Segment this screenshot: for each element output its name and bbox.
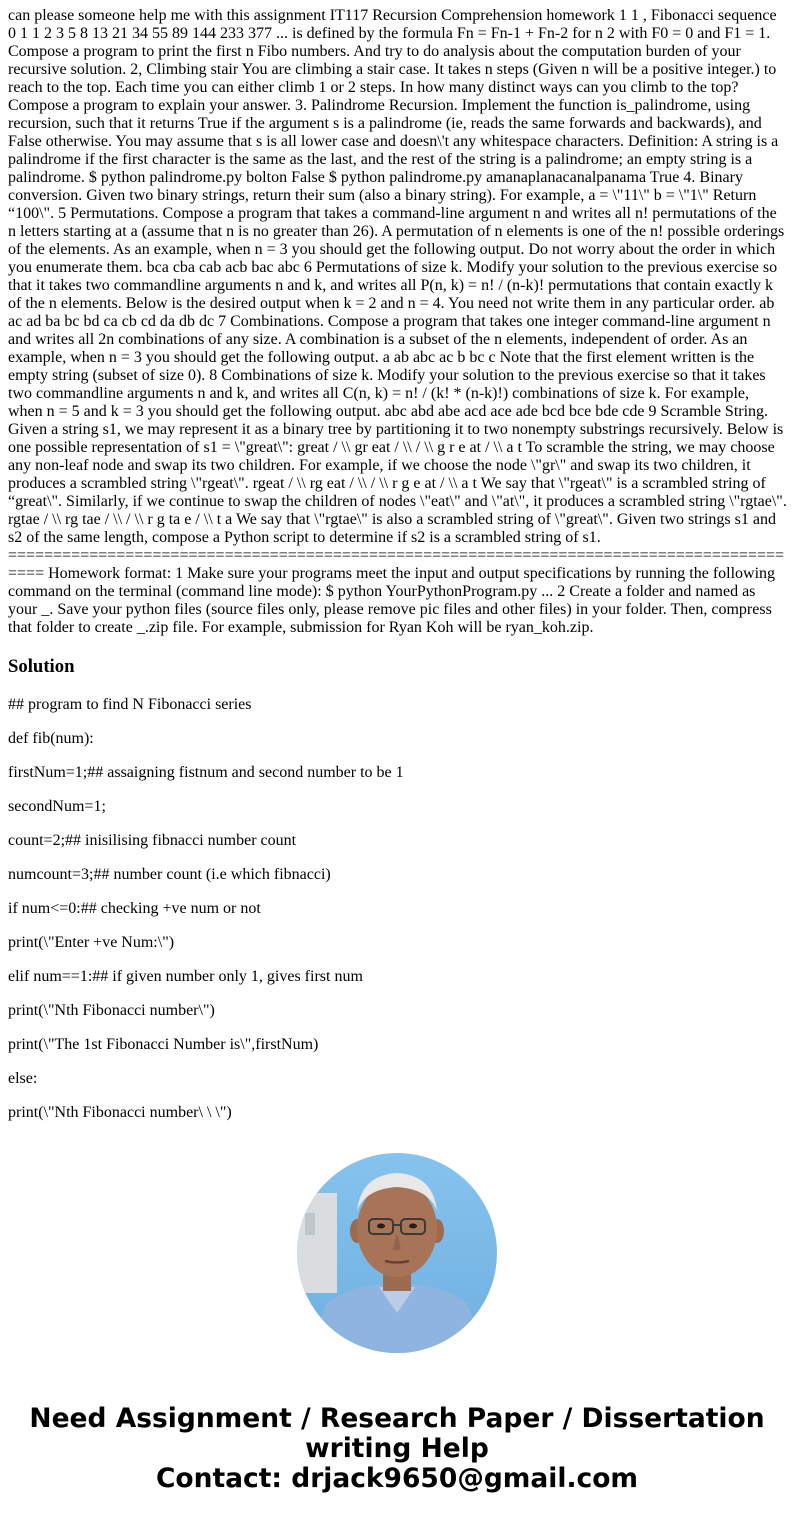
code-line: print(\"Nth Fibonacci number\") <box>8 1002 215 1019</box>
code-line: print(\"The 1st Fibonacci Number is\",firstNum) <box>8 1036 319 1053</box>
code-line: else: <box>8 1070 38 1087</box>
solution-heading: Solution <box>8 656 75 677</box>
code-line: print(\"Nth Fibonacci number\ \ \") <box>8 1104 232 1121</box>
code-line: elif num==1:## if given number only 1, gives first num <box>8 968 363 985</box>
cta-line: writing Help <box>305 1433 489 1464</box>
code-line: print(\"Enter +ve Num:\") <box>8 934 175 951</box>
contact-email[interactable]: Contact: drjack9650@gmail.com <box>155 1463 639 1494</box>
cta-line: Need Assignment / Research Paper / Dissertation <box>29 1403 765 1434</box>
code-line: def fib(num): <box>8 730 94 747</box>
code-line: secondNum=1; <box>8 798 106 815</box>
code-line: if num<=0:## checking +ve num or not <box>8 900 261 917</box>
code-line: firstNum=1;## assaigning fistnum and second number to be 1 <box>8 764 404 781</box>
code-line: numcount=3;## number count (i.e which fibnacci) <box>8 866 331 883</box>
question-text: can please someone help me with this assignment IT117 Recursion Comprehension homework 1 1 , Fibonacci sequence 0 1 1 2 3 5 8 13 21 34 55 89 144 233 377 ... is defined by the formula Fn = Fn-1 + Fn-2 for n 2 with F0 = 0 and F1 = 1. Compose a program to print the first n Fibo numbers. And try to do analysis about the computation burden of your recursive solution. 2, Climbing stair You are climbing a stair case. It takes n steps (Given n will be a positive integer.) to reach to the top. Each time you can either climb 1 or 2 steps. In how many distinct ways can you climb to the top? Compose a program to explain your answer. 3. Palindrome Recursion. Implement the function is_palindrome, using recursion, such that it returns True if the argument s is a palindrome (ie, reads the same forwards and backwards), and False otherwise. You may assume that s is all lower case and doesn\'t any whitespace characters. Definition: A string is a palindrome if the first character is the same as the last, and the rest of the string is a palindrome; an empty string is a palindrome. $ python palindrome.py bolton False $ python palindrome.py amanaplanacanalpanama True 4. Binary conversion. Given two binary strings, return their sum (also a binary string). For example, a = \"11\" b = \"1\" Return “100\". 5 Permutations. Compose a program that takes a command-line argument n and writes all n! permutations of the n letters starting at a (assume that n is no greater than 26). A permutation of n elements is one of the n! possible orderings of the elements. As an example, when n = 3 you should get the following output. Do not worry about the order in which you enumerate them. bca cba cab acb bac abc 6 Permutations of size k. Modify your solution to the previous exercise so that it takes two commandline arguments n and k, and writes all P(n, k) = n! / (n-k)! permutations that contain exactly k of the n elements. Below is the desired output when k = 2 and n = 4. You need not write them in any particular order. ab ac ad ba bc bd ca cb cd da db dc 7 Combinations. Compose a program that takes one integer command-line argument n and writes all 2n combinations of any size. A combination is a subset of the n elements, independent of order. As an example, when n = 3 you should get the following output. a ab abc ac b bc c Note that the first element written is the empty string (subset of size 0). 8 Combinations of size k. Modify your solution to the previous exercise so that it takes two commandline arguments n and k, and writes all C(n, k) = n! / (k! * (n-k)!) combinations of size k. For example, when n = 5 and k = 3 you should get the following output. abc abd abe acd ace ade bcd bce bde cde 9 Scramble String. Given a string s1, we may represent it as a binary tree by partitioning it to two nonempty substrings recursively. Below is one possible representation of s1 = \"great\": great / \\ gr eat / \\ / \\ g r e at / \\ a t To scramble the string, we may choose any non-leaf node and swap its two children. For example, if we choose the node \"gr\" and swap its two children, it produces a scrambled string \"rgeat\". rgeat / \\ rg eat / \\ / \\ r g e at / \\ a t We say that \"rgeat\" is a scrambled string of “great\". Similarly, if we continue to swap the children of nodes \"eat\" and \"at\", it produces a scrambled string \"rgtae\". rgtae / \\ rg tae / \\ / \\ r g ta e / \\ t a We say that \"rgtae\" is also a scrambled string of \"great\". Given two strings s1 and s2 of the same length, compose a Python script to determine if s2 is a scrambled string of s1. ========================================================================================== Homework format: 1 Make sure your programs meet the input and output specifications by running the following command on the terminal (command line mode): $ python YourPythonProgram.py ... 2 Create a folder and named as your _. Save your python files (source files only, please remove pic files and other files) in your folder. Then, compress that folder to create _.zip file. For example, submission for Ryan Koh will be ryan_koh.zip. <box>8 7 787 636</box>
code-line: count=2;## inisilising fibnacci number count <box>8 832 297 849</box>
contact-banner <box>0 1404 794 1494</box>
author-avatar <box>297 1153 497 1353</box>
code-line: ## program to find N Fibonacci series <box>8 696 252 713</box>
solution-code <box>8 696 787 1138</box>
